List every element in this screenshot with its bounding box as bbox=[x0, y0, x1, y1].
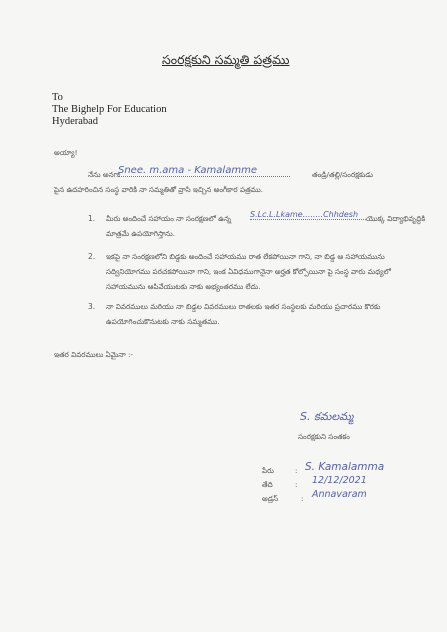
intro-suffix: తండ్రి/తల్లి/సంరక్షకుడు bbox=[312, 170, 374, 179]
letter-title: సంరక్షకుని సమ్మతి పత్రము bbox=[162, 52, 290, 67]
date-field-value: 12/12/2021 bbox=[312, 475, 367, 486]
date-field-colon: : bbox=[295, 480, 298, 489]
signature-label: సంరక్షకుని సంతకం bbox=[298, 432, 350, 441]
intro-line-2: పైన ఉదహరించిన సంస్థ వారికి నా సమ్మతితో వ్రాసి ఇచ్చిన అంగీకార పత్రము. bbox=[54, 185, 264, 194]
guardian-signature: S. కమలమ్మ bbox=[300, 410, 354, 423]
address-field-colon: : bbox=[301, 494, 304, 503]
item-1-text-a: మీరు అందించే సహాయం నా సంరక్షణలో ఉన్న bbox=[106, 214, 232, 223]
item-2-text-b: సద్వినియోగము పరచకపోయినా గాని, ఇంక ఏవిధముగానైనా అర్హత కోల్పోయినా పై సంస్థ వారు మధ్యలో bbox=[106, 267, 391, 276]
item-2-text-c: సహాయమును ఆపివేయుటకు నాకు అభ్యంతరము లేదు. bbox=[106, 282, 261, 291]
other-details-label: ఇతర వివరములు ఏమైనా :- bbox=[54, 350, 134, 359]
address-to: To bbox=[52, 92, 63, 103]
address-field-value: Annavaram bbox=[312, 489, 367, 500]
salutation: అయ్యా! bbox=[54, 148, 78, 157]
item-3-number: 3. bbox=[88, 302, 96, 311]
date-field-label: తేది bbox=[262, 480, 273, 489]
item-1-text-c: మాత్రమే ఉపయోగిస్తాను. bbox=[106, 229, 175, 238]
name-field-label: పేరు bbox=[262, 466, 274, 475]
item-3-text-a: నా వివరములు మరియు నా బిడ్డల వివరములు రాతలకు ఇతర సంస్థలకు మరియు ప్రచారము కొరకు bbox=[106, 302, 381, 311]
child-name: S.Lc.L.Lkame........Chhdesh bbox=[250, 210, 366, 220]
name-field-colon: : bbox=[295, 466, 298, 475]
item-2-text-a: ఇకపై నా సంరక్షణలోని బిడ్డకు అందించే సహాయము రాత లేకపోయినా గాని, నా బిడ్డ ఆ సహాయమును bbox=[106, 252, 385, 261]
item-1-text-b: యొక్క విద్యాభివృద్ధికి bbox=[366, 214, 426, 223]
address-field-label: అడ్రస్ bbox=[262, 494, 279, 503]
item-1-number: 1. bbox=[88, 214, 96, 223]
item-2-number: 2. bbox=[88, 252, 96, 261]
address-org: The Bighelp For Education bbox=[52, 104, 167, 115]
item-3-text-b: ఉపయోగించుకొనుటకు నాకు సమ్మతము. bbox=[106, 317, 220, 326]
intro-prefix: నేను అనగా bbox=[88, 170, 121, 179]
guardian-name: Snee. m.ama - Kamalamme bbox=[118, 165, 290, 177]
name-field-value: S. Kamalamma bbox=[305, 461, 385, 473]
address-city: Hyderabad bbox=[52, 116, 99, 127]
